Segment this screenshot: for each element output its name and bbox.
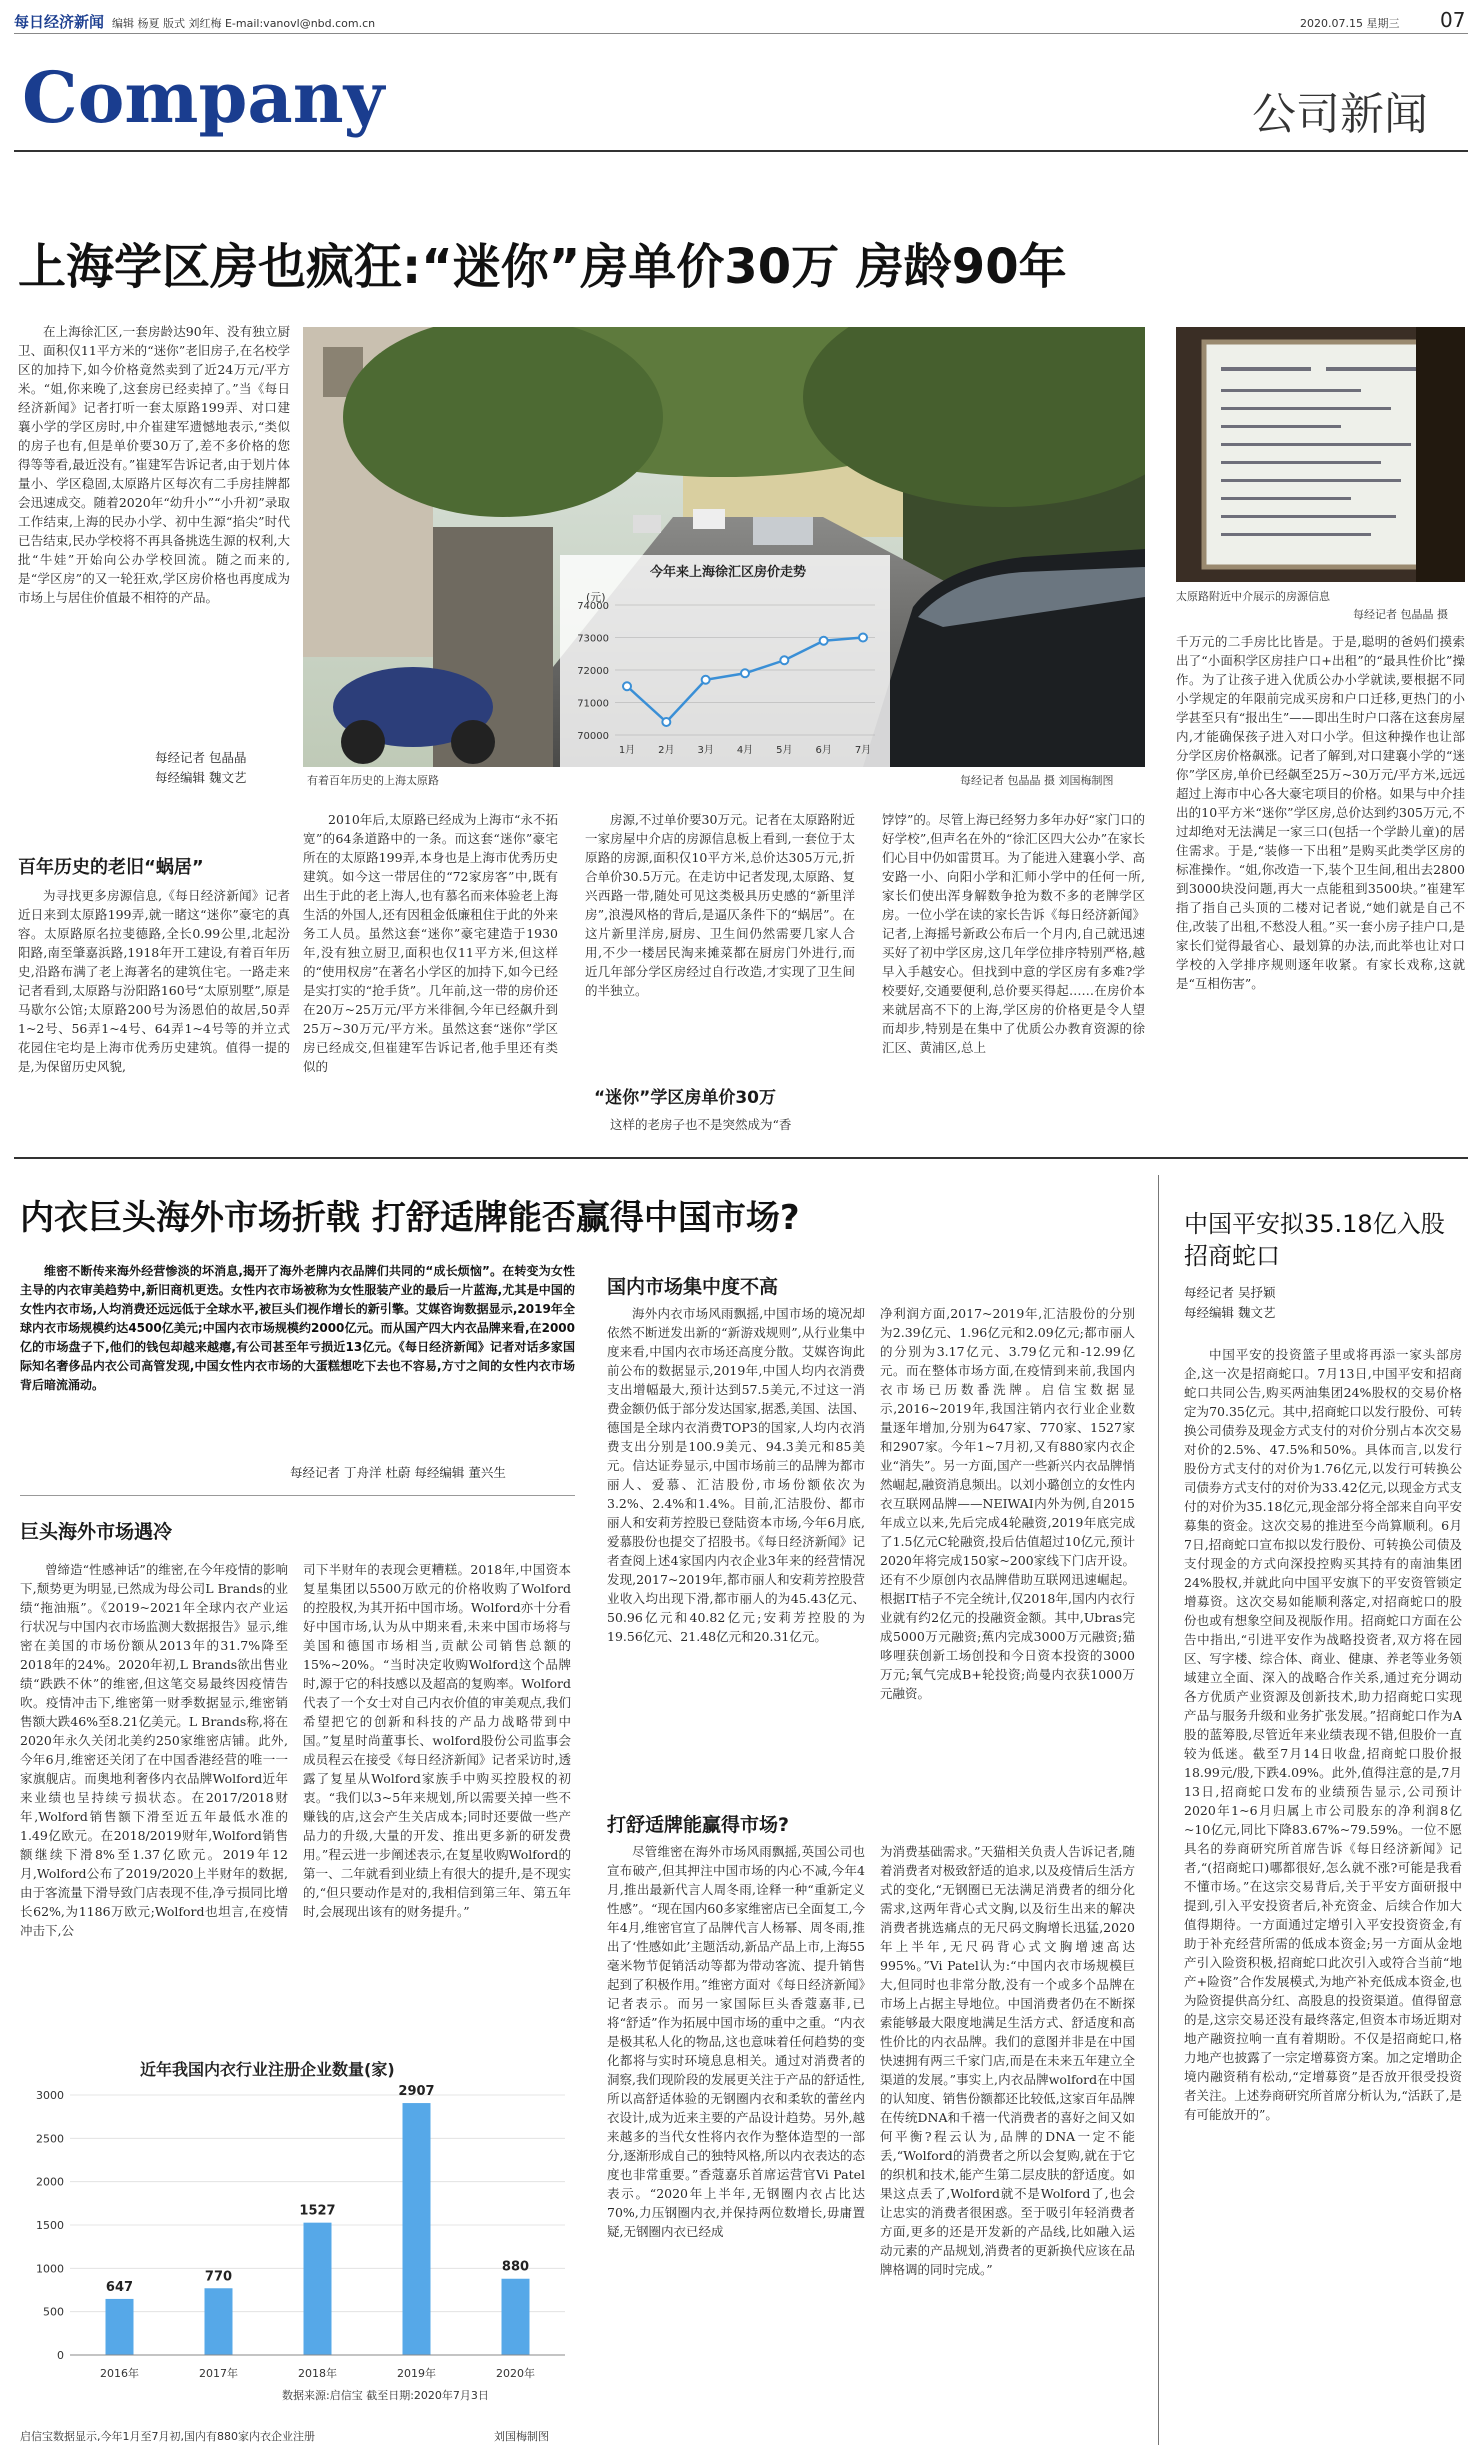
industry-chart-value-label: 2907 [398,2084,435,2100]
industry-chart-ytick: 2000 [36,2175,64,2189]
price-chart-point [780,656,788,664]
price-chart-point [741,669,749,677]
price-chart-xtick: 1月 [618,745,636,756]
article2-colC: 海外内衣市场风雨飘摇,中国市场的境况却依然不断迸发出新的“新游戏规则”,从行业集中度来看,中国内衣市场还高度分散。艾媒咨询此前公布的数据显示,2019年,中国人均内衣消费支出增幅最大,预计达到57.5美元,不过这一消费金额仍低于部分发达国家,据悉,美国、法国、德国是全球内衣消费TOP3的国家,人均内衣消费支出分别是100.9美元、94.3美元和85美元。信达证券显示,中国市场前三的品牌为都市丽人、爱慕、汇洁股份,市场份额依次为3.2%、2.4%和1.4%。目前,汇洁股份、都市丽人和安莉芳控股已登陆资本市场,今年6月底,爱慕股份也提交了招股书。《每日经济新闻》记者查阅上述4家国内内衣企业3年来的经营情况发现,2017~2019年,都市丽人和安莉芳控股营业收入均出现下滑,都市丽人的为45.43亿元、50.96亿元和40.82亿元;安莉芳控股的为19.56亿元、21.48亿元和20.31亿元。 [607,1306,865,1644]
industry-chart-credit: 刘国梅制图 [494,2430,549,2443]
article2-colD: 净利润方面,2017~2019年,汇洁股份的分别为2.39亿元、1.96亿元和2.09亿元;都市丽人的分别为3.17亿元、3.79亿元和-12.99亿元。而在整体市场方面,在疫情到来前,我国内衣市场已历数番洗牌。启信宝数据显示,2016~2019年,我国注销内衣行业企业数量逐年增加,分别为647家、770家、1527家和2907家。今年1~7月初,又有880家内衣企业“消失”。另一方面,国产一些新兴内衣品牌悄然崛起,融资消息频出。以刘小璐创立的女性内衣互联网品牌——NEIWAI内外为例,自2015年成立以来,先后完成4轮融资,2019年底完成了1.5亿元C轮融资,投后估值超过10亿元,预计2020年将完成150家~200家线下门店开设。还有不少原创内衣品牌借助互联网迅速崛起。根据IT桔子不完全统计,仅2018年,国内内衣行业就有约2亿元的投融资金额。其中,Ubras完成5000万元融资;蕉内完成3000万元融资;猫哆哩获创新工场创投和今日资本投资的3000万元;氧气完成B+轮投资;尚曼内衣获1000万元融资。 [880,1306,1135,1701]
industry-chart-ytick: 500 [43,2305,64,2319]
photo1-credit: 每经记者 包晶晶 摄 刘国梅制图 [960,774,1114,787]
industry-chart-xtick: 2018年 [298,2367,337,2380]
industry-chart-bar [205,2288,233,2355]
industry-chart-bar [403,2103,431,2355]
price-chart-point [702,676,710,684]
price-chart-ytick: 71000 [577,698,609,710]
article2-colA: 曾缔造“性感神话”的维密,在今年疫情的影响下,颓势更为明显,已然成为母公司L Brands的业绩“拖油瓶”。《2019~2021年全球内衣产业运行状况与中国内衣市场监测大数据报告》显示,维密在美国的市场份额从2013年的31.7%降至2018年的24%。2020年初,L Brands欲出售业绩“跌跌不休”的维密,但这笔交易最终因疫情告吹。疫情冲击下,维密第一财季数据显示,维密销售额大跌46%至8.21亿美元。L Brands称,将在2020年永久关闭北美约250家维密店铺。此外,今年6月,维密还关闭了在中国香港经营的唯一一家旗舰店。而奥地利奢侈内衣品牌Wolford近年来业绩也呈持续亏损状态。在2017/2018财年,Wolford销售额下滑至近五年最低水准的1.49亿欧元。在2018/2019财年,Wolford销售额继续下滑8%至1.37亿欧元。2019年12月,Wolford公布了2019/2020上半财年的数据,由于客流量下滑导致门店表现不佳,净亏损同比增长62%,为1186万欧元;Wolford也坦言,在疫情冲击下,公 [20,1562,288,1938]
price-chart-xtick: 4月 [736,745,754,756]
photo1-caption: 有着百年历史的上海太原路 [307,774,439,787]
industry-chart-value-label: 1527 [299,2203,336,2219]
article2-subhead-2: 国内市场集中度不高 [607,1276,779,1298]
section-title-cn: 公司新闻 [1252,89,1428,140]
article2-lead: 维密不断传来海外经营惨淡的坏消息,揭开了海外老牌内衣品牌们共同的“成长烦恼”。在转变为女性主导的内衣审美趋势中,新旧商机更迭。女性内衣市场被称为女性服装产业的最后一片蓝海,尤其是中国的女性内衣市场,人均消费还远远低于全球水平,被巨头们视作增长的新引擎。艾媒咨询数据显示,2019年全球内衣市场规模约达4500亿美元;中国内衣市场规模约2000亿元。而从国产四大内衣品牌来看,在2000亿的市场盘子下,他们的钱包却越来越瘪,有公司甚至年亏损近13亿元。《每日经济新闻》记者对话多家国际知名奢侈品内衣公司高管发现,中国女性内衣市场的大蛋糕想吃下去也不容易,方寸之间的女性内衣市场背后暗流涌动。 [20,1264,575,1392]
article1-col2: 2010年后,太原路已经成为上海市“永不拓宽”的64条道路中的一条。而这套“迷你”豪宅所在的太原路199弄,本身也是上海市优秀历史建筑。如今这一带居住的“72家房客”中,既有出生于此的老上海人,也有慕名而来体验老上海生活的外国人,还有因租金低廉租住于此的外来务工人员。虽然这套“迷你”豪宅建造于1930年,没有独立厨卫,面积也仅11平方米,但这样的“使用权房”在著名小学区的加持下,如今已经是实打实的“抢手货”。几年前,这一带的房价还在20万~25万元/平方米徘徊,今年已经飙升到25万~30万元/平方米。虽然这套“迷你”学区房已经成交,但崔建军告诉记者,他手里还有类似的 [303,812,558,1074]
price-chart-point [820,637,828,645]
price-chart-ytick: 70000 [577,731,609,742]
staff-line: 编辑 杨夏 版式 刘红梅 E-mail:vanovl@nbd.com.cn [112,17,376,30]
price-chart-xtick: 2月 [658,745,675,756]
article1-col4: 饽饽”的。尽管上海已经努力多年办好“家门口的好学校”,但声名在外的“徐汇区四大公办”在家长们心目中仍如雷贯耳。为了能进入建襄小学、高安路一小、向阳小学和汇师小学中的任何一所,家长们使出浑身解数争抢为数不多的老牌学区房。一位小学在读的家长告诉《每日经济新闻》记者,上海摇号新政公布后一个月内,自己就迅速买好了初中学区房,这几年学位排序特别严格,越早入手越安心。但找到中意的学区房有多难?学校要好,交通要便利,总价要买得起……在房价本来就居高不下的上海,学区房的价格更是令人望而却步,特别是在集中了优质公办教育资源的徐汇区、黄浦区,总上 [882,812,1145,1055]
industry-chart-svg [20,2075,572,2415]
article3-headline: 中国平安拟35.18亿入股招商蛇口 [1184,1210,1445,1270]
price-chart-ytick: 73000 [577,633,609,645]
section-divider-1 [14,1157,1468,1159]
article2-subhead-3: 打舒适牌能赢得市场? [607,1814,790,1836]
header-divider-bottom [14,150,1468,152]
price-chart-point [623,682,631,690]
price-chart-xtick: 5月 [776,745,793,756]
price-chart-xtick: 6月 [815,745,832,756]
industry-chart-value-label: 647 [105,2279,134,2295]
article1-reporter: 每经记者 包晶晶 [155,750,247,765]
article1-subhead-2: “迷你”学区房单价30万 [594,1088,777,1108]
industry-chart-value-label: 880 [501,2259,530,2275]
industry-chart-bar [502,2279,530,2355]
price-chart-xtick: 3月 [697,745,714,756]
industry-chart-bar [106,2299,134,2355]
industry-chart [20,2055,572,2415]
industry-chart-title: 近年我国内衣行业注册企业数量(家) [140,2060,395,2079]
article1-col5: 千万元的二手房比比皆是。于是,聪明的爸妈们摸索出了“小面积学区房挂户口+出租”的“最具性价比”操作。为了让孩子进入优质公办小学就读,要根据不同小学规定的年限前完成买房和户口迁移,更热门的小学甚至只有“报出生”——即出生时户口落在这套房屋内,才能确保孩子进入对口小学。但这种操作也让部分学区房价格飙涨。记者了解到,对口建襄小学的“迷你”学区房,单价已经飙至25万~30万元/平方米,远远超过上海市中心各大豪宅项目的价格。如果与中介挂出的10平方米“迷你”学区房,总价达到约305万元,不过却绝对无法满足一家三口(包括一个学龄儿童)的居住需求。于是,“装修一下出租”是购买此类学区房的标准操作。“姐,你改造一下,装个卫生间,租出去2800到3000块没问题,再大一点能租到3500块。”崔建军指了指自己头顶的二楼对记者说,“她们就是自己不住,改装了出租,不愁没人租。”买一套小房子挂户口,是家长们觉得最省心、最划算的办法,而此举也让对口学校的入学排序规则逐年收紧。有家长戏称,这就是“互相伤害”。 [1176,634,1465,991]
price-chart-ytick: 72000 [577,666,609,677]
article2-colE: 尽管维密在海外市场风雨飘摇,英国公司也宣布破产,但其押注中国市场的内心不减,今年4月,推出最新代言人周冬雨,诠释一种“重新定义性感”。“现在国内60多家维密店已全面复工,今年4月,维密官宣了品牌代言人杨幂、周冬雨,推出了‘性感如此’主题活动,新品产品上市,上海55毫米物节促销活动等都为带动客流、提升销售起到了积极作用。”维密方面对《每日经济新闻》记者表示。而另一家国际巨头香蔻嘉菲,已将“舒适”作为拓展中国市场的重中之重。“内衣是极其私人化的物品,这也意味着任何趋势的变化都将与实时环境息息相关。通过对消费者的洞察,我们现阶段的发展更关注于产品的舒适性,所以高舒适体验的无钢圈内衣和柔软的蕾丝内衣设计,成为近来主要的产品设计趋势。另外,越来越多的当代女性将内衣作为整体造型的一部分,逐渐形成自己的独特风格,所以内衣表达的态度也非常重要。”香蔻嘉乐首席运营官Vi Patel表示。“2020年上半年,无钢圈内衣占比达70%,力压钢圈内衣,并保持两位数增长,毋庸置疑,无钢圈内衣已经成 [607,1844,865,2239]
article1-subhead-1: 百年历史的老旧“蜗居” [18,857,204,878]
article1-col3-end: 这样的老房子也不是突然成为“香 [610,1117,792,1132]
photo2-caption: 太原路附近中介展示的房源信息 [1176,590,1330,603]
article3-editor: 每经编辑 魏文艺 [1184,1305,1276,1320]
industry-chart-ytick: 3000 [36,2089,64,2102]
industry-chart-ytick: 0 [57,2349,64,2362]
price-chart-svg [560,555,890,767]
article1-listing-photo [1176,327,1465,582]
price-chart-ytick: 74000 [577,601,609,612]
article1-col1: 为寻找更多房源信息,《每日经济新闻》记者近日来到太原路199弄,就一睹这“迷你”豪宅的真容。太原路原名拉斐德路,全长0.99公里,北起汾阳路,南至肇嘉浜路,1918年开工建设,有着百年历史,沿路布满了老上海著名的建筑住宅。一路走来记者看到,太原路与汾阳路160号“太原别墅”,原是马歇尔公馆;太原路200号为汤恩伯的故居,50弄1~2号、56弄1~4号、64弄1~4号等的并立式花园住宅均是上海市优秀历史建筑。值得一提的是,为保留历史风貌, [18,888,290,1074]
page-number: 07 [1440,8,1466,32]
price-chart-point [859,634,867,642]
price-chart-title: 今年来上海徐汇区房价走势 [650,565,807,580]
industry-chart-ytick: 1500 [36,2219,64,2232]
price-chart-line [627,638,863,723]
article2-byline: 每经记者 丁舟洋 杜蔚 每经编辑 董兴生 [290,1465,506,1480]
industry-chart-xtick: 2016年 [100,2367,139,2380]
price-chart-xtick: 7月 [854,745,872,756]
article1-lead: 在上海徐汇区,一套房龄达90年、没有独立厨卫、面积仅11平方米的“迷你”老旧房子,在名校学区的加持下,如今价格竟然卖到了近24万元/平方米。“姐,你来晚了,这套房已经卖掉了。”当《每日经济新闻》记者打听一套太原路199弄、对口建襄小学的学区房时,中介崔建军遗憾地表示,“类似的房子也有,但是单价要30万了,差不多价格的您得等等看,最近没有。”崔建军告诉记者,由于划片体量小、学区稳固,太原路片区每次有二手房挂牌都会迅速成交。随着2020年“幼升小”“小升初”录取工作结束,上海的民办小学、初中生源“掐尖”时代已告结束,民办学校将不再具备挑选生源的权利,大批“牛娃”开始向公办学校回流。随之而来的,是“学区房”的又一轮狂欢,学区房价格也再度成为市场上与居住价值最不相符的产品。 [18,324,290,605]
price-trend-chart [560,555,890,767]
article2-subhead-1: 巨头海外市场遇冷 [20,1521,173,1543]
issue-date: 2020.07.15 星期三 [1300,17,1400,30]
paper-name: 每日经济新闻 [14,13,105,31]
industry-chart-footnote: 启信宝数据显示,今年1月至7月初,国内有880家内衣企业注册 [20,2430,315,2443]
article2-headline: 内衣巨头海外市场折戟 打舒适牌能否赢得中国市场? [20,1198,800,1238]
photo2-credit: 每经记者 包晶晶 摄 [1353,608,1448,621]
article3-body: 中国平安的投资篮子里或将再添一家头部房企,这一次是招商蛇口。7月13日,中国平安和招商蛇口共同公告,购买两油集团24%股权的交易价格定为70.35亿元。其中,招商蛇口以发行股份、可转换公司债券及现金方式支付的对价分别占本次交易对价的2.5%、47.5%和50%。具体而言,以发行股份方式支付的对价为1.76亿元,以发行可转换公司债券方式支付的对价为33.42亿元,以现金方式支付的对价为35.18亿元,现金部分将全部来自向平安募集的资金。这次交易的推进至今尚算顺利。6月7日,招商蛇口宣布拟以发行股份、可转换公司债及支付现金的方式向深投控购买其持有的南油集团24%股权,并就此向中国平安旗下的平安资管锁定增募资。这次交易如能顺利落定,对招商蛇口的股份也或有想象空间及视版作用。招商蛇口方面在公告中指出,“引进平安作为战略投资者,双方将在园区、写字楼、综合体、商业、健康、养老等业务领域建立全面、深入的战略合作关系,通过充分调动各方优质产业资源及创新技术,助力招商蛇口实现产品与服务升级和业务扩张发展。”招商蛇口作为A股的蓝筹股,尽管近年来业绩表现不错,但股价一直较为低迷。截至7月14日收盘,招商蛇口股价报18.99元/股,下跌4.09%。此外,值得注意的是,7月13日,招商蛇口发布的业绩预告显示,公司预计2020年1~6月归属上市公司股东的净利润8亿~10亿元,同比下降83.67%~79.59%。一位不愿具名的券商研究所首席告诉《每日经济新闻》记者,“(招商蛇口)哪都很好,怎么就不涨?可能是我看不懂市场。”在这宗交易背后,关于平安方面研报中提到,引入平安投资者后,补充资金、后续合作加大值得期待。一方面通过定增引入平安投资资金,有助于补充经营所需的低成本资金;另一方面从金地产引入险资积极,招商蛇口此次引入或符合当前“地产+险资”合作发展模式,为地产补充低成本资金,也为险资提供高分红、高股息的投资渠道。值得留意的是,这宗交易还没有最终落定,但资本市场近期对地产融资拉响一直有着期盼。不仅是招商蛇口,格力地产也披露了一宗定增募资方案。加之定增助企境内融资稍有松动,“定增募资”是否放开很受投资者关注。上述券商研究所首席分析认为,“活跃了,是有可能放开的”。 [1184,1347,1462,2122]
article3-reporter: 每经记者 吴抒颖 [1184,1285,1276,1300]
article2-lead-divider [20,1495,575,1496]
industry-chart-source: 数据来源:启信宝 截至日期:2020年7月3日 [282,2389,489,2402]
industry-chart-ytick: 2500 [36,2132,64,2146]
column-divider-right [1158,1175,1159,2445]
article2-colF: 为消费基础需求。”天猫相关负责人告诉记者,随着消费者对极致舒适的追求,以及疫情后生活方式的变化,“无钢圈已无法满足消费者的细分化需求,这两年背心式文胸,以及衍生出来的解决消费者挑选痛点的无尺码文胸增长迅猛,2020年上半年,无尺码背心式文胸增速高达995%。”Vi Patel认为:“中国内衣市场规模巨大,但同时也非常分散,没有一个或多个品牌在市场上占据主导地位。中国消费者仍在不断探索能够最大限度地满足生活方式、舒适度和高性价比的内衣品牌。我们的意图并非是在中国快速拥有两三千家门店,而是在未来五年建立全渠道的发展。”事实上,内衣品牌wolford在中国的认知度、销售份额都还比较低,这家百年品牌在传统DNA和千禧一代消费者的喜好之间又如何平衡?程云认为,品牌的DNA一定不能丢,“Wolford的消费者之所以会复购,就在于它的织机和技术,能产生第二层皮肤的舒适度。如果这点丢了,Wolford就不是Wolford了,也会让忠实的消费者很困惑。至于吸引年轻消费者方面,更多的还是开发新的产品线,比如融入运动元素的产品规划,消费者的更新换代应该在品牌格调的同时完成。” [880,1844,1135,2277]
article2-colB: 司下半财年的表现会更糟糕。2018年,中国资本复星集团以5500万欧元的价格收购了Wolford的控股权,为其开拓中国市场。Wolford亦十分看好中国市场,认为从中期来看,未来中国市场将与美国和德国市场相当,贡献公司销售总额的15%~20%。“当时决定收购Wolford这个品牌时,源于它的科技感以及超高的复购率。Wolford代表了一个女士对自己内衣价值的审美观点,我们希望把它的创新和科技的产品力战略带到中国。”复星时尚董事长、wolford股份公司监事会成员程云在接受《每日经济新闻》记者采访时,透露了复星从Wolford家族手中购买控股权的初衷。“我们以3~5年来规划,所以需要关掉一些不赚钱的店,这会产生关店成本;同时还要做一些产品力的升级,大量的开发、推出更多新的研发费用。”程云进一步阐述表示,在复星收购Wolford的第一、二年就看到业绩上有很大的提升,是不现实的,“但只要动作是对的,我相信到第三年、第五年时,会展现出该有的财务提升。” [303,1562,571,1919]
article1-editor: 每经编辑 魏文艺 [155,770,247,785]
industry-chart-bar [304,2223,332,2355]
article1-headline: 上海学区房也疯狂:“迷你”房单价30万 房龄90年 [18,239,1067,295]
section-title-en: Company [22,56,385,139]
industry-chart-ytick: 1000 [36,2262,64,2276]
article1-col3: 房源,不过单价要30万元。记者在太原路附近一家房屋中介店的房源信息板上看到,一套位于太原路的房源,面积仅10平方米,总价达305万元,折合单价30.5万元。在走访中记者发现,太原路、复兴西路一带,随处可见这类极具历史感的“新里洋房”,浪漫风格的背后,是逼仄条件下的“蜗居”。在这片新里洋房,厨房、卫生间仍然需要几家人合用,不少一楼居民淘来摊菜都在厨房门外进行,而近几年部分学区房经过自行改造,才实现了卫生间的半独立。 [585,812,855,998]
industry-chart-xtick: 2017年 [199,2367,238,2380]
industry-chart-value-label: 770 [204,2269,233,2285]
industry-chart-xtick: 2020年 [496,2367,535,2380]
industry-chart-xtick: 2019年 [397,2367,436,2380]
price-chart-ylabel: (元) [586,591,606,604]
price-chart-point [662,718,670,726]
header-divider-top [14,33,1468,34]
